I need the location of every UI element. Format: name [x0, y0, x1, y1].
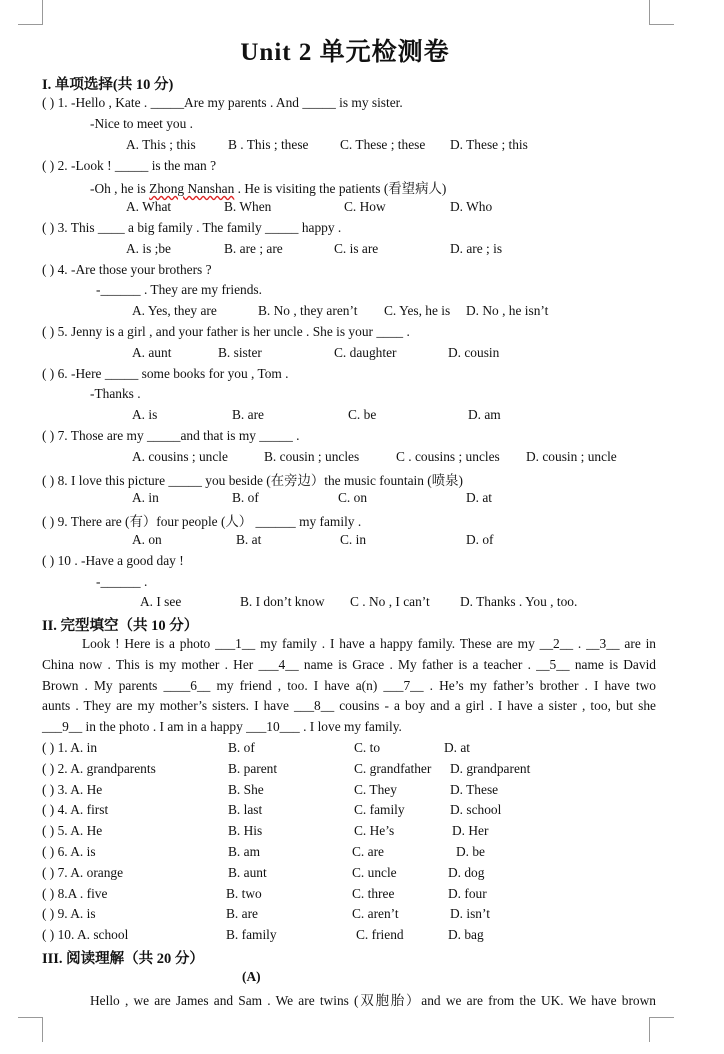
cloze-q9: ( ) 9. A. is [42, 906, 96, 921]
cloze-q7-option-c: C. uncle [352, 865, 397, 880]
q8-option-b: B. of [232, 490, 259, 505]
question-2: ( ) 2. -Look ! _____ is the man ? [42, 158, 217, 173]
cloze-q1: ( ) 1. A. in [42, 740, 98, 755]
question-9: ( ) 9. There are (有）four people (人） ______ my family . [42, 514, 362, 529]
section-heading-1: I. 单项选择(共 10 分) [42, 77, 174, 93]
cloze-q1-option-b: B. of [228, 740, 255, 755]
q4-option-a: A. Yes, they are [132, 303, 217, 318]
cloze-passage-line-1: Look ! Here is a photo ___1__ my family . I have a happy family. These are my __2__ . __3__ are in [82, 636, 656, 651]
cloze-q10: ( ) 10. A. school [42, 927, 129, 942]
q7-option-c: C . cousins ; uncles [396, 449, 500, 464]
cloze-q5-option-b: B. His [228, 823, 263, 838]
name-zhong-nanshan: Zhong Nanshan [149, 181, 235, 196]
cloze-q5-option-c: C. He’s [354, 823, 395, 838]
cloze-q10-option-b: B. family [226, 927, 277, 942]
cloze-q1-option-d: D. at [444, 740, 471, 755]
q7-option-b: B. cousin ; uncles [264, 449, 360, 464]
cloze-q8-option-d: D. four [448, 886, 487, 901]
q10-option-a: A. I see [140, 594, 182, 609]
cloze-q3: ( ) 3. A. He [42, 782, 103, 797]
cloze-q4: ( ) 4. A. first [42, 802, 109, 817]
cloze-q2-option-d: D. grandparent [450, 761, 531, 776]
cloze-q8-option-b: B. two [226, 886, 262, 901]
cloze-q6-option-b: B. am [228, 844, 260, 859]
q4-option-c: C. Yes, he is [384, 303, 451, 318]
page-title: Unit 2 单元检测卷 [240, 39, 450, 66]
q4-option-b: B. No , they aren’t [258, 303, 358, 318]
q5-option-c: C. daughter [334, 345, 397, 360]
cloze-q6-option-d: D. be [456, 844, 486, 859]
q10-option-c: C . No , I can’t [350, 594, 430, 609]
cloze-q6: ( ) 6. A. is [42, 844, 96, 859]
q7-option-a: A. cousins ; uncle [132, 449, 228, 464]
q5-option-a: A. aunt [132, 345, 172, 360]
crop-mark-bottom-right [649, 1017, 674, 1042]
cloze-q8-option-c: C. three [352, 886, 395, 901]
question-6-reply: -Thanks . [90, 386, 141, 401]
question-4: ( ) 4. -Are those your brothers ? [42, 262, 212, 277]
q9-option-c: C. in [340, 532, 367, 547]
reading-passage-a-label: (A) [242, 969, 261, 984]
q3-option-c: C. is are [334, 241, 379, 256]
cloze-q9-option-d: D. isn’t [450, 906, 490, 921]
crop-mark-top-right [649, 0, 674, 25]
cloze-q4-option-d: D. school [450, 802, 502, 817]
crop-mark-top-left [18, 0, 43, 25]
q9-option-a: A. on [132, 532, 162, 547]
q6-option-c: C. be [348, 407, 377, 422]
cloze-q7-option-b: B. aunt [228, 865, 267, 880]
crop-mark-bottom-left [18, 1017, 43, 1042]
cloze-q3-option-d: D. These [450, 782, 499, 797]
q6-option-d: D. am [468, 407, 501, 422]
section-heading-2: II. 完型填空（共 10 分） [42, 618, 199, 634]
question-4-reply: -______ . They are my friends. [96, 282, 262, 297]
question-3: ( ) 3. This ____ a big family . The family _____ happy . [42, 220, 342, 235]
cloze-q6-option-c: C. are [352, 844, 384, 859]
cloze-q2: ( ) 2. A. grandparents [42, 761, 156, 776]
question-2-reply: -Oh , he is Zhong Nanshan . He is visiting the patients (看望病人) [90, 181, 447, 196]
q3-option-b: B. are ; are [224, 241, 283, 256]
question-1-reply: -Nice to meet you . [90, 116, 193, 131]
cloze-passage-line-2: China now . This is my mother . Her ___4__ name is Grace . My father is a teacher . __5__ name is David [42, 657, 656, 672]
cloze-q4-option-c: C. family [354, 802, 405, 817]
q10-option-b: B. I don’t know [240, 594, 325, 609]
question-6: ( ) 6. -Here _____ some books for you , Tom . [42, 366, 289, 381]
cloze-q5-option-d: D. Her [452, 823, 489, 838]
q8-option-c: C. on [338, 490, 368, 505]
cloze-q4-option-b: B. last [228, 802, 263, 817]
q5-option-b: B. sister [218, 345, 262, 360]
cloze-passage-line-3: Brown . My parents ____6__ my friend , too. I have a(n) ___7__ . He’s my father’s brother . I have two [42, 678, 656, 693]
cloze-passage-line-5: ___9__ in the photo . I am in a happy ___10___ . I love my family. [42, 719, 402, 734]
question-5: ( ) 5. Jenny is a girl , and your father is her uncle . She is your ____ . [42, 324, 410, 339]
q1-option-b: B . This ; these [228, 137, 309, 152]
cloze-q7-option-d: D. dog [448, 865, 485, 880]
question-1: ( ) 1. -Hello , Kate . _____Are my parents . And _____ is my sister. [42, 95, 403, 110]
cloze-q3-option-c: C. They [354, 782, 397, 797]
q3-option-d: D. are ; is [450, 241, 503, 256]
cloze-q7: ( ) 7. A. orange [42, 865, 124, 880]
q2-option-c: C. How [344, 199, 386, 214]
question-8: ( ) 8. I love this picture _____ you beside (在旁边）the music fountain (喷泉) [42, 473, 463, 488]
q4-option-d: D. No , he isn’t [466, 303, 549, 318]
q2-option-b: B. When [224, 199, 272, 214]
question-10: ( ) 10 . -Have a good day ! [42, 553, 184, 568]
q6-option-a: A. is [132, 407, 158, 422]
cloze-q5: ( ) 5. A. He [42, 823, 103, 838]
question-7: ( ) 7. Those are my _____and that is my _____ . [42, 428, 300, 443]
q2-option-a: A. What [126, 199, 172, 214]
cloze-q9-option-c: C. aren’t [352, 906, 399, 921]
q3-option-a: A. is ;be [126, 241, 172, 256]
cloze-q2-option-b: B. parent [228, 761, 278, 776]
q9-option-d: D. of [466, 532, 494, 547]
q5-option-d: D. cousin [448, 345, 500, 360]
cloze-q8: ( ) 8.A . five [42, 886, 108, 901]
q9-option-b: B. at [236, 532, 262, 547]
q2-option-d: D. Who [450, 199, 493, 214]
q8-option-a: A. in [132, 490, 159, 505]
q7-option-d: D. cousin ; uncle [526, 449, 617, 464]
cloze-q2-option-c: C. grandfather [354, 761, 432, 776]
section-heading-3: III. 阅读理解（共 20 分） [42, 951, 204, 967]
q1-option-d: D. These ; this [450, 137, 528, 152]
q1-option-c: C. These ; these [340, 137, 426, 152]
q10-option-d: D. Thanks . You , too. [460, 594, 578, 609]
q6-option-b: B. are [232, 407, 264, 422]
cloze-q10-option-c: C. friend [356, 927, 404, 942]
cloze-q10-option-d: D. bag [448, 927, 484, 942]
cloze-passage-line-4: aunts . They are my mother’s sisters. I have ___8__ cousins - a boy and a girl . I have a sister , too, but she [42, 698, 656, 713]
q1-option-a: A. This ; this [126, 137, 196, 152]
cloze-q3-option-b: B. She [228, 782, 264, 797]
cloze-q9-option-b: B. are [226, 906, 258, 921]
cloze-q1-option-c: C. to [354, 740, 381, 755]
reading-passage-a-line-1: Hello , we are James and Sam . We are twins (双胞胎）and we are from the UK. We have brown [90, 993, 656, 1008]
question-10-reply: -______ . [96, 574, 148, 589]
q8-option-d: D. at [466, 490, 493, 505]
